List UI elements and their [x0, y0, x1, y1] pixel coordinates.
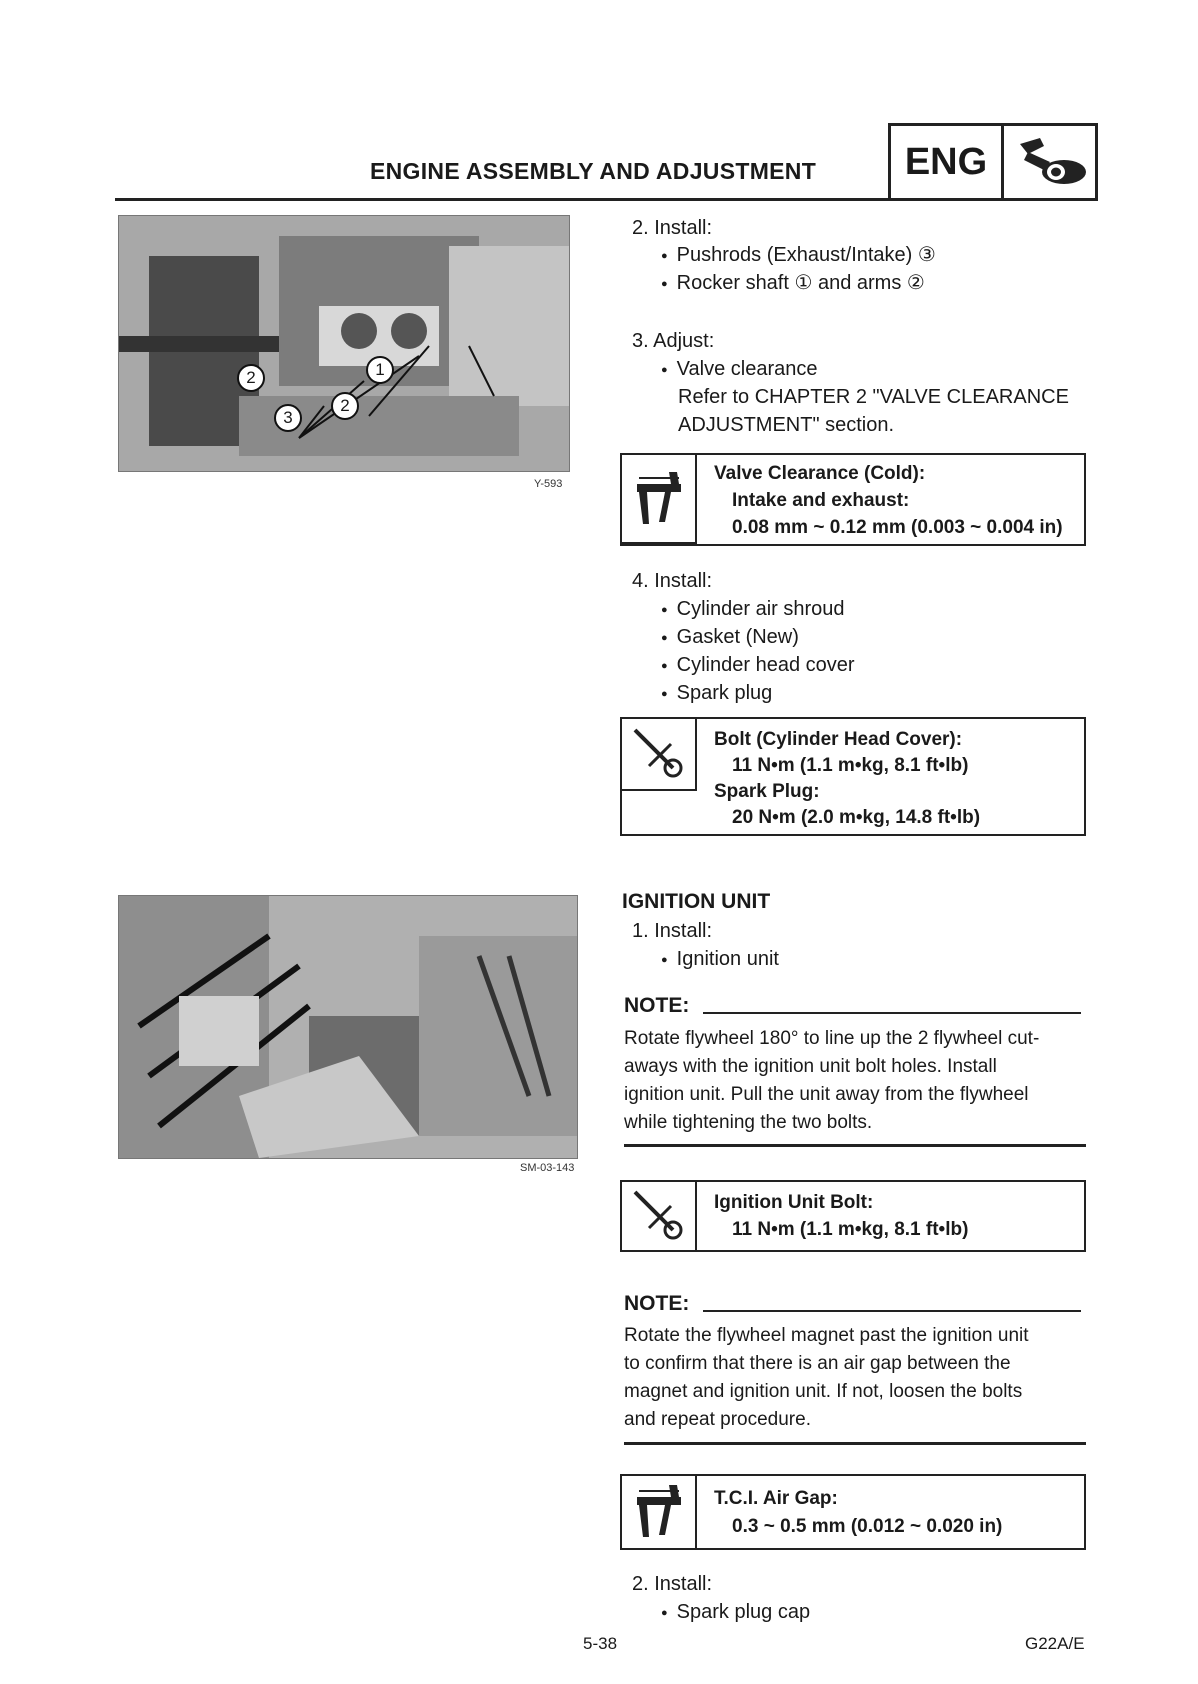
note-line: while tightening the two bolts.	[624, 1112, 873, 1133]
caliper-icon	[622, 1476, 697, 1548]
spec-title: Spark Plug:	[714, 781, 820, 802]
note-line: magnet and ignition unit. If not, loosen the bolts	[624, 1381, 1023, 1402]
photo-caption: Y-593	[534, 478, 563, 490]
note-line: ignition unit. Pull the unit away from the flywheel	[624, 1084, 1029, 1105]
spec-value: 11 N•m (1.1 m•kg, 8.1 ft•lb)	[732, 755, 969, 776]
list-item: ● Pushrods (Exhaust/Intake) ③	[661, 241, 936, 272]
section-badge	[888, 123, 1098, 201]
rocker-assembly-photo	[118, 215, 570, 472]
reference-text: Refer to CHAPTER 2 "VALVE CLEARANCE	[678, 386, 1069, 408]
step-label: 4. Install:	[632, 570, 713, 592]
note-rule	[703, 1310, 1081, 1312]
spec-value: 0.3 ~ 0.5 mm (0.012 ~ 0.020 in)	[732, 1516, 1003, 1537]
note-line: and repeat procedure.	[624, 1409, 811, 1430]
note-rule	[703, 1012, 1081, 1014]
section-heading: IGNITION UNIT	[622, 890, 771, 913]
step-label: 3. Adjust:	[632, 330, 715, 352]
torque-wrench-icon	[622, 1182, 697, 1250]
list-item: ● Ignition unit	[661, 945, 779, 976]
callout-1: 1	[366, 356, 394, 384]
spec-box-ignition-bolt	[620, 1180, 1086, 1252]
note-text	[624, 1322, 1084, 1434]
document-code: G22A/E	[1025, 1634, 1085, 1653]
list-item: ● Spark plug cap	[661, 1598, 810, 1629]
list-item: ● Cylinder head cover	[661, 651, 855, 682]
note-line: Rotate flywheel 180° to line up the 2 flywheel cut-	[624, 1028, 1040, 1049]
callout-3: 3	[274, 404, 302, 432]
torque-wrench-icon	[622, 719, 697, 791]
step-label: 2. Install:	[632, 1573, 713, 1595]
spec-box-air-gap	[620, 1474, 1086, 1550]
callout-2b: 2	[331, 392, 359, 420]
note-text	[624, 1025, 1084, 1137]
page-number: 5-38	[583, 1634, 618, 1653]
callout-2: 2	[237, 364, 265, 392]
spec-value: 20 N•m (2.0 m•kg, 14.8 ft•lb)	[732, 807, 981, 828]
spec-box-valve-clearance	[620, 453, 1086, 546]
caliper-icon	[622, 455, 697, 544]
note-line: to confirm that there is an air gap between the	[624, 1353, 1011, 1374]
spec-title: Ignition Unit Bolt:	[714, 1192, 874, 1213]
step-label: 1. Install:	[632, 920, 713, 942]
list-item: ● Gasket (New)	[661, 623, 799, 654]
note-line: aways with the ignition unit bolt holes. Install	[624, 1056, 997, 1077]
list-item: ● Spark plug	[661, 679, 772, 710]
spec-value: 0.08 mm ~ 0.12 mm (0.003 ~ 0.004 in)	[732, 517, 1063, 538]
page-title: ENGINE ASSEMBLY AND ADJUSTMENT	[370, 158, 817, 184]
reference-text: ADJUSTMENT" section.	[678, 414, 895, 436]
note-end-rule	[624, 1442, 1086, 1445]
spec-value: 11 N•m (1.1 m•kg, 8.1 ft•lb)	[732, 1219, 969, 1240]
spec-title: T.C.I. Air Gap:	[714, 1488, 838, 1509]
note-end-rule	[624, 1144, 1086, 1147]
note-label: NOTE:	[624, 1292, 690, 1315]
spec-title: Bolt (Cylinder Head Cover):	[714, 729, 963, 750]
note-label: NOTE:	[624, 994, 690, 1017]
ignition-unit-photo	[118, 895, 578, 1159]
step-label: 2. Install:	[632, 217, 713, 239]
list-item: ● Rocker shaft ① and arms ②	[661, 269, 925, 300]
list-item: ● Cylinder air shroud	[661, 595, 845, 626]
section-badge-label: ENG	[891, 126, 1004, 198]
photo-caption: SM-03-143	[520, 1162, 575, 1174]
note-line: Rotate the flywheel magnet past the ignition unit	[624, 1325, 1029, 1346]
spec-line: Intake and exhaust:	[732, 490, 910, 511]
list-item: ● Valve clearance	[661, 355, 817, 386]
engine-icon	[1004, 126, 1095, 198]
spec-box-torque-head-cover	[620, 717, 1086, 836]
spec-title: Valve Clearance (Cold):	[714, 463, 926, 484]
